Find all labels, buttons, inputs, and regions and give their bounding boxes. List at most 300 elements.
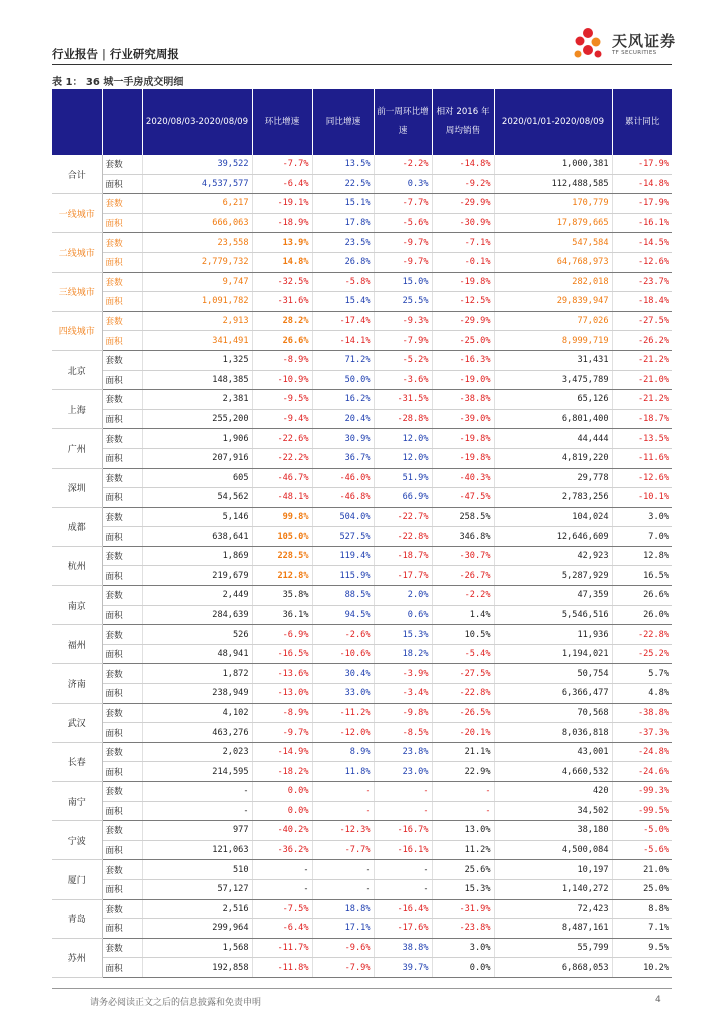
value-cell: 346.8%	[432, 527, 494, 547]
value-cell: 255,200	[142, 409, 252, 429]
value-cell: 15.0%	[374, 272, 432, 292]
value-cell: 4,537,577	[142, 174, 252, 194]
value-cell: -	[142, 801, 252, 821]
value-cell: 0.6%	[374, 605, 432, 625]
value-cell: -21.2%	[612, 350, 672, 370]
value-cell: 977	[142, 821, 252, 841]
table-row	[52, 155, 672, 174]
city-cell: 长春	[52, 742, 102, 781]
value-cell: 504.0%	[312, 507, 374, 527]
metric-cell: 套数	[102, 350, 142, 370]
metric-cell: 套数	[102, 390, 142, 410]
value-cell: -9.6%	[312, 938, 374, 958]
transaction-table	[52, 89, 672, 978]
value-cell: 31,431	[494, 350, 612, 370]
table-row	[52, 488, 672, 508]
value-cell: -48.1%	[252, 488, 312, 508]
value-cell: -18.7%	[612, 409, 672, 429]
column-header: 2020/01/01-2020/08/09	[494, 89, 612, 155]
value-cell: -3.6%	[374, 370, 432, 390]
value-cell: 2.0%	[374, 586, 432, 606]
metric-cell: 套数	[102, 625, 142, 645]
value-cell: -2.2%	[374, 155, 432, 174]
value-cell: 3,475,789	[494, 370, 612, 390]
table-row	[52, 586, 672, 606]
value-cell: 5,146	[142, 507, 252, 527]
table-body	[52, 155, 672, 977]
value-cell: -	[374, 801, 432, 821]
table-row	[52, 684, 672, 704]
value-cell: -8.9%	[252, 703, 312, 723]
value-cell: 6,366,477	[494, 684, 612, 704]
value-cell: 0.0%	[252, 801, 312, 821]
value-cell: -16.1%	[374, 840, 432, 860]
value-cell: -10.9%	[252, 370, 312, 390]
value-cell: 1,568	[142, 938, 252, 958]
value-cell: 212.8%	[252, 566, 312, 586]
column-header: 累计同比	[612, 89, 672, 155]
value-cell: 2,913	[142, 311, 252, 331]
table-row	[52, 762, 672, 782]
value-cell: -9.4%	[252, 409, 312, 429]
city-cell: 北京	[52, 350, 102, 389]
value-cell: 30.4%	[312, 664, 374, 684]
value-cell: 25.5%	[374, 292, 432, 312]
value-cell: 0.0%	[252, 782, 312, 802]
value-cell: 4,819,220	[494, 448, 612, 468]
value-cell: 11,936	[494, 625, 612, 645]
table-row	[52, 546, 672, 566]
metric-cell: 套数	[102, 860, 142, 880]
value-cell: 26.8%	[312, 252, 374, 272]
value-cell: 57,127	[142, 879, 252, 899]
metric-cell: 面积	[102, 801, 142, 821]
value-cell: -3.4%	[374, 684, 432, 704]
value-cell: 3.0%	[612, 507, 672, 527]
city-cell: 厦门	[52, 860, 102, 899]
city-cell: 南宁	[52, 782, 102, 821]
table-row	[52, 703, 672, 723]
value-cell: 463,276	[142, 723, 252, 743]
header-report-type: 行业研究周报	[109, 47, 179, 61]
value-cell: 2,516	[142, 899, 252, 919]
table-row	[52, 174, 672, 194]
value-cell: 28.2%	[252, 311, 312, 331]
value-cell: -9.3%	[374, 311, 432, 331]
brand-name-en: TF SECURITIES	[612, 50, 657, 56]
value-cell: 4,660,532	[494, 762, 612, 782]
value-cell: -9.7%	[374, 233, 432, 253]
table-title: 表 1： 36 城一手房成交明细	[52, 77, 184, 88]
value-cell: -19.8%	[432, 272, 494, 292]
header-category: 行业报告	[52, 47, 98, 61]
value-cell: 26.0%	[612, 605, 672, 625]
value-cell: 38,180	[494, 821, 612, 841]
value-cell: -20.1%	[432, 723, 494, 743]
value-cell: 219,679	[142, 566, 252, 586]
value-cell: -29.9%	[432, 194, 494, 214]
metric-cell: 面积	[102, 566, 142, 586]
value-cell: -46.7%	[252, 468, 312, 488]
table-row	[52, 527, 672, 547]
value-cell: 1,140,272	[494, 879, 612, 899]
metric-cell: 面积	[102, 840, 142, 860]
metric-cell: 面积	[102, 958, 142, 978]
page-number: 4	[655, 995, 661, 1005]
metric-cell: 面积	[102, 762, 142, 782]
value-cell: -38.8%	[432, 390, 494, 410]
value-cell: 14.8%	[252, 252, 312, 272]
value-cell: -12.5%	[432, 292, 494, 312]
value-cell: 7.1%	[612, 919, 672, 939]
value-cell: -	[142, 782, 252, 802]
table-row	[52, 409, 672, 429]
value-cell: 8,487,161	[494, 919, 612, 939]
value-cell: 2,779,732	[142, 252, 252, 272]
value-cell: -9.7%	[374, 252, 432, 272]
header-separator: |	[102, 47, 106, 61]
city-cell: 成都	[52, 507, 102, 546]
metric-cell: 套数	[102, 429, 142, 449]
value-cell: 47,359	[494, 586, 612, 606]
value-cell: -0.1%	[432, 252, 494, 272]
metric-cell: 套数	[102, 155, 142, 174]
column-header: 同比增速	[312, 89, 374, 155]
table-row	[52, 723, 672, 743]
city-cell: 苏州	[52, 938, 102, 977]
value-cell: 43,001	[494, 742, 612, 762]
value-cell: 6,801,400	[494, 409, 612, 429]
city-cell: 青岛	[52, 899, 102, 938]
value-cell: 30.9%	[312, 429, 374, 449]
value-cell: -16.4%	[374, 899, 432, 919]
value-cell: -6.9%	[252, 625, 312, 645]
value-cell: 8,999,719	[494, 331, 612, 351]
value-cell: 13.0%	[432, 821, 494, 841]
column-header: 前一周环比增速	[374, 89, 432, 155]
table-row	[52, 801, 672, 821]
value-cell: 214,595	[142, 762, 252, 782]
value-cell: -5.2%	[374, 350, 432, 370]
value-cell: -17.4%	[312, 311, 374, 331]
value-cell: 15.3%	[374, 625, 432, 645]
value-cell: 0.3%	[374, 174, 432, 194]
value-cell: 2,023	[142, 742, 252, 762]
value-cell: -37.3%	[612, 723, 672, 743]
table-row	[52, 507, 672, 527]
value-cell: -7.9%	[312, 958, 374, 978]
value-cell: -22.6%	[252, 429, 312, 449]
table-row	[52, 840, 672, 860]
value-cell: -26.7%	[432, 566, 494, 586]
value-cell: 284,639	[142, 605, 252, 625]
city-cell: 杭州	[52, 546, 102, 585]
value-cell: 1,869	[142, 546, 252, 566]
value-cell: 1,906	[142, 429, 252, 449]
value-cell: -17.6%	[374, 919, 432, 939]
value-cell: 638,641	[142, 527, 252, 547]
table-row	[52, 252, 672, 272]
brand-name-cn: 天风证券	[612, 32, 677, 50]
value-cell: -17.9%	[612, 155, 672, 174]
value-cell: -8.5%	[374, 723, 432, 743]
value-cell: -26.5%	[432, 703, 494, 723]
value-cell: 10.5%	[432, 625, 494, 645]
value-cell: 258.5%	[432, 507, 494, 527]
value-cell: -3.9%	[374, 664, 432, 684]
value-cell: -19.0%	[432, 370, 494, 390]
table-row	[52, 644, 672, 664]
metric-cell: 套数	[102, 272, 142, 292]
table-row	[52, 194, 672, 214]
value-cell: 20.4%	[312, 409, 374, 429]
value-cell: 192,858	[142, 958, 252, 978]
value-cell: -11.7%	[252, 938, 312, 958]
value-cell: 15.4%	[312, 292, 374, 312]
value-cell: 15.1%	[312, 194, 374, 214]
value-cell: -19.1%	[252, 194, 312, 214]
value-cell: 3.0%	[432, 938, 494, 958]
value-cell: -	[252, 879, 312, 899]
value-cell: -21.2%	[612, 390, 672, 410]
value-cell: -2.2%	[432, 586, 494, 606]
city-cell: 武汉	[52, 703, 102, 742]
city-cell: 济南	[52, 664, 102, 703]
value-cell: -12.6%	[612, 468, 672, 488]
value-cell: -22.8%	[432, 684, 494, 704]
metric-cell: 套数	[102, 664, 142, 684]
value-cell: -12.6%	[612, 252, 672, 272]
value-cell: -17.7%	[374, 566, 432, 586]
value-cell: 88.5%	[312, 586, 374, 606]
value-cell: 238,949	[142, 684, 252, 704]
city-cell: 深圳	[52, 468, 102, 507]
table-row	[52, 331, 672, 351]
city-cell: 合计	[52, 155, 102, 194]
table-row	[52, 566, 672, 586]
value-cell: 170,779	[494, 194, 612, 214]
value-cell: 527.5%	[312, 527, 374, 547]
value-cell: -7.7%	[312, 840, 374, 860]
city-cell: 上海	[52, 390, 102, 429]
value-cell: -14.8%	[612, 174, 672, 194]
value-cell: -14.1%	[312, 331, 374, 351]
table-header-row	[52, 89, 672, 155]
value-cell: 420	[494, 782, 612, 802]
value-cell: 605	[142, 468, 252, 488]
value-cell: 13.5%	[312, 155, 374, 174]
table-row	[52, 782, 672, 802]
value-cell: 34,502	[494, 801, 612, 821]
value-cell: 17,879,665	[494, 213, 612, 233]
value-cell: -22.8%	[612, 625, 672, 645]
table-row	[52, 311, 672, 331]
table-row	[52, 860, 672, 880]
table-row	[52, 233, 672, 253]
metric-cell: 套数	[102, 899, 142, 919]
value-cell: -99.3%	[612, 782, 672, 802]
value-cell: -23.7%	[612, 272, 672, 292]
value-cell: 547,584	[494, 233, 612, 253]
metric-cell: 面积	[102, 252, 142, 272]
value-cell: 4,102	[142, 703, 252, 723]
value-cell: 9,747	[142, 272, 252, 292]
column-header: 相对 2016 年周均销售	[432, 89, 494, 155]
value-cell: -30.9%	[432, 213, 494, 233]
metric-cell: 面积	[102, 605, 142, 625]
value-cell: 77,026	[494, 311, 612, 331]
value-cell: -36.2%	[252, 840, 312, 860]
metric-cell: 面积	[102, 879, 142, 899]
value-cell: 9.5%	[612, 938, 672, 958]
value-cell: -2.6%	[312, 625, 374, 645]
value-cell: 526	[142, 625, 252, 645]
value-cell: -	[374, 860, 432, 880]
city-cell: 三线城市	[52, 272, 102, 311]
value-cell: -38.8%	[612, 703, 672, 723]
value-cell: 666,063	[142, 213, 252, 233]
city-cell: 四线城市	[52, 311, 102, 350]
value-cell: -27.5%	[612, 311, 672, 331]
table-row	[52, 448, 672, 468]
table-row	[52, 468, 672, 488]
table-row	[52, 958, 672, 978]
value-cell: -	[312, 782, 374, 802]
table-row	[52, 390, 672, 410]
metric-cell: 套数	[102, 821, 142, 841]
value-cell: -11.8%	[252, 958, 312, 978]
metric-cell: 套数	[102, 311, 142, 331]
metric-cell: 面积	[102, 644, 142, 664]
city-cell: 南京	[52, 586, 102, 625]
table-row	[52, 879, 672, 899]
value-cell: -14.5%	[612, 233, 672, 253]
value-cell: -9.2%	[432, 174, 494, 194]
value-cell: -27.5%	[432, 664, 494, 684]
value-cell: -12.0%	[312, 723, 374, 743]
value-cell: -16.3%	[432, 350, 494, 370]
value-cell: 2,449	[142, 586, 252, 606]
value-cell: 4,500,084	[494, 840, 612, 860]
value-cell: -	[312, 879, 374, 899]
value-cell: -14.9%	[252, 742, 312, 762]
value-cell: 1,091,782	[142, 292, 252, 312]
value-cell: -18.9%	[252, 213, 312, 233]
value-cell: -18.7%	[374, 546, 432, 566]
value-cell: -22.7%	[374, 507, 432, 527]
value-cell: 6,217	[142, 194, 252, 214]
value-cell: 48,941	[142, 644, 252, 664]
value-cell: 25.6%	[432, 860, 494, 880]
value-cell: 50,754	[494, 664, 612, 684]
value-cell: -	[252, 860, 312, 880]
value-cell: 44,444	[494, 429, 612, 449]
value-cell: -40.3%	[432, 468, 494, 488]
value-cell: 51.9%	[374, 468, 432, 488]
value-cell: -5.0%	[612, 821, 672, 841]
value-cell: -7.7%	[252, 155, 312, 174]
metric-cell: 面积	[102, 409, 142, 429]
value-cell: 12.0%	[374, 429, 432, 449]
value-cell: 119.4%	[312, 546, 374, 566]
value-cell: 13.9%	[252, 233, 312, 253]
value-cell: -28.8%	[374, 409, 432, 429]
value-cell: 22.9%	[432, 762, 494, 782]
metric-cell: 套数	[102, 703, 142, 723]
value-cell: 23.0%	[374, 762, 432, 782]
table-row	[52, 272, 672, 292]
value-cell: 7.0%	[612, 527, 672, 547]
table-row	[52, 938, 672, 958]
value-cell: 10,197	[494, 860, 612, 880]
value-cell: -18.4%	[612, 292, 672, 312]
value-cell: -10.6%	[312, 644, 374, 664]
metric-cell: 套数	[102, 938, 142, 958]
table-row	[52, 370, 672, 390]
metric-cell: 面积	[102, 527, 142, 547]
value-cell: -	[432, 801, 494, 821]
value-cell: 1,325	[142, 350, 252, 370]
value-cell: 99.8%	[252, 507, 312, 527]
value-cell: 29,839,947	[494, 292, 612, 312]
value-cell: 23.8%	[374, 742, 432, 762]
value-cell: -10.1%	[612, 488, 672, 508]
value-cell: -8.9%	[252, 350, 312, 370]
value-cell: 8,036,818	[494, 723, 612, 743]
metric-cell: 面积	[102, 174, 142, 194]
metric-cell: 套数	[102, 546, 142, 566]
table-row	[52, 899, 672, 919]
value-cell: -22.2%	[252, 448, 312, 468]
column-header	[52, 89, 102, 155]
table-row	[52, 821, 672, 841]
value-cell: -7.9%	[374, 331, 432, 351]
value-cell: 94.5%	[312, 605, 374, 625]
value-cell: 64,768,973	[494, 252, 612, 272]
metric-cell: 面积	[102, 213, 142, 233]
value-cell: -14.8%	[432, 155, 494, 174]
value-cell: 42,923	[494, 546, 612, 566]
value-cell: 17.1%	[312, 919, 374, 939]
value-cell: -47.5%	[432, 488, 494, 508]
value-cell: -19.8%	[432, 429, 494, 449]
table-row	[52, 742, 672, 762]
value-cell: 55,799	[494, 938, 612, 958]
value-cell: 12.8%	[612, 546, 672, 566]
value-cell: 1,000,381	[494, 155, 612, 174]
value-cell: -19.8%	[432, 448, 494, 468]
value-cell: -9.7%	[252, 723, 312, 743]
value-cell: -7.5%	[252, 899, 312, 919]
value-cell: 26.6%	[252, 331, 312, 351]
value-cell: -17.9%	[612, 194, 672, 214]
metric-cell: 套数	[102, 507, 142, 527]
table-row	[52, 625, 672, 645]
value-cell: 5,546,516	[494, 605, 612, 625]
value-cell: 39.7%	[374, 958, 432, 978]
value-cell: 10.2%	[612, 958, 672, 978]
value-cell: 228.5%	[252, 546, 312, 566]
value-cell: -40.2%	[252, 821, 312, 841]
value-cell: 39,522	[142, 155, 252, 174]
metric-cell: 面积	[102, 331, 142, 351]
value-cell: 65,126	[494, 390, 612, 410]
value-cell: -22.8%	[374, 527, 432, 547]
value-cell: 36.1%	[252, 605, 312, 625]
city-cell: 宁波	[52, 821, 102, 860]
value-cell: -11.2%	[312, 703, 374, 723]
value-cell: 5,287,929	[494, 566, 612, 586]
